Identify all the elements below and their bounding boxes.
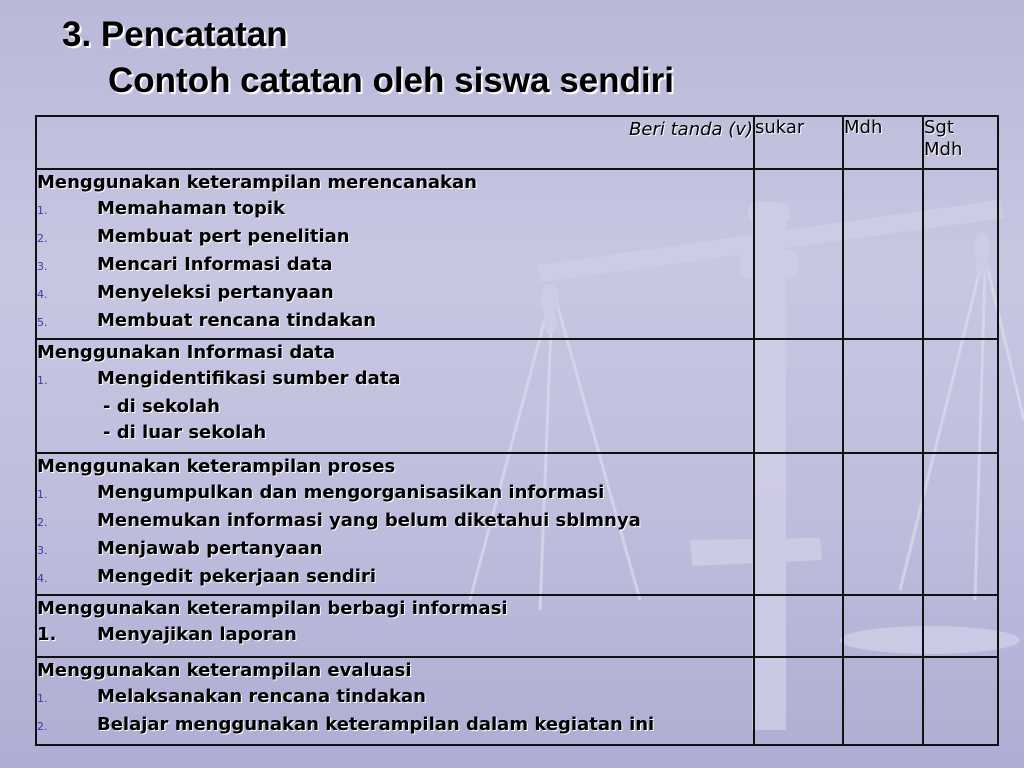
item-list <box>37 480 753 592</box>
section-title: Menggunakan keterampilan evaluasi <box>37 660 412 681</box>
column-header-sgt-mdh: Sgt Mdh <box>923 116 998 169</box>
column-header-mdh: Mdh <box>843 116 923 169</box>
check-cell-mdh[interactable] <box>843 339 923 453</box>
list-item <box>37 536 753 564</box>
section-title: Menggunakan keterampilan merencanakan <box>37 172 477 193</box>
table-row <box>36 169 998 339</box>
item-number: 3. <box>37 260 48 273</box>
check-cell-mdh[interactable] <box>843 169 923 339</box>
instruction-cell: Beri tanda (v) <box>36 116 754 169</box>
title-line-2: Contoh catatan oleh siswa sendiri <box>108 61 674 100</box>
list-item <box>37 712 753 740</box>
table-row <box>36 657 998 745</box>
item-number: 2. <box>37 720 48 733</box>
check-cell-sgt-mdh[interactable] <box>923 453 998 595</box>
record-table <box>35 115 999 746</box>
section-cell <box>36 453 754 595</box>
item-number: 2. <box>37 516 48 529</box>
section-title: Menggunakan Informasi data <box>37 342 336 363</box>
list-item <box>37 622 753 648</box>
check-cell-sukar[interactable] <box>754 169 843 339</box>
item-text: Menjawab pertanyaan <box>97 538 323 559</box>
check-cell-mdh[interactable] <box>843 595 923 657</box>
table-row <box>36 339 998 453</box>
sub-item: - di sekolah <box>103 396 220 417</box>
check-cell-sgt-mdh[interactable] <box>923 595 998 657</box>
item-text: Mencari Informasi data <box>97 254 333 275</box>
check-cell-sgt-mdh[interactable] <box>923 339 998 453</box>
check-cell-sukar[interactable] <box>754 339 843 453</box>
item-number: 1. <box>37 204 48 217</box>
table-row <box>36 453 998 595</box>
item-list <box>37 684 753 740</box>
title-line-1: 3. Pencatatan <box>62 15 288 54</box>
item-text: Menemukan informasi yang belum diketahui sblmnya <box>97 510 641 531</box>
list-item <box>37 684 753 712</box>
item-number: 4. <box>37 572 48 585</box>
section-cell <box>36 339 754 453</box>
page-title <box>62 14 674 102</box>
item-number: 3. <box>37 544 48 557</box>
section-title: Menggunakan keterampilan berbagi informasi <box>37 598 508 619</box>
list-item <box>37 508 753 536</box>
section-title: Menggunakan keterampilan proses <box>37 456 396 477</box>
list-item <box>37 196 753 224</box>
item-text: Menyeleksi pertanyaan <box>97 282 334 303</box>
list-item <box>37 308 753 336</box>
item-text: Mengidentifikasi sumber data <box>97 368 401 389</box>
item-number: 1. <box>37 374 48 387</box>
list-item <box>37 366 753 394</box>
item-text: Membuat pert penelitian <box>97 226 350 247</box>
check-cell-mdh[interactable] <box>843 453 923 595</box>
item-text: Membuat rencana tindakan <box>97 310 377 331</box>
item-number: 5. <box>37 316 48 329</box>
sub-item: - di luar sekolah <box>103 422 267 443</box>
item-list <box>37 196 753 336</box>
item-number: 4. <box>37 288 48 301</box>
list-item <box>37 280 753 308</box>
item-number: 1. <box>37 624 57 645</box>
check-cell-sukar[interactable] <box>754 595 843 657</box>
column-header-sukar: sukar <box>754 116 843 169</box>
item-text: Memahaman topik <box>97 198 285 219</box>
check-cell-sukar[interactable] <box>754 453 843 595</box>
header-row <box>36 116 998 169</box>
item-text: Mengumpulkan dan mengorganisasikan informasi <box>97 482 605 503</box>
list-item <box>37 480 753 508</box>
check-cell-sukar[interactable] <box>754 657 843 745</box>
item-text: Belajar menggunakan keterampilan dalam kegiatan ini <box>97 714 655 735</box>
item-list <box>37 366 753 394</box>
check-cell-sgt-mdh[interactable] <box>923 657 998 745</box>
section-cell <box>36 169 754 339</box>
table-row <box>36 595 998 657</box>
section-cell <box>36 657 754 745</box>
list-item <box>37 564 753 592</box>
item-list <box>37 622 753 648</box>
item-number: 1. <box>37 692 48 705</box>
item-number: 2. <box>37 232 48 245</box>
list-item <box>37 252 753 280</box>
list-item <box>37 224 753 252</box>
item-text: Mengedit pekerjaan sendiri <box>97 566 376 587</box>
item-number: 1. <box>37 488 48 501</box>
check-cell-sgt-mdh[interactable] <box>923 169 998 339</box>
section-cell <box>36 595 754 657</box>
item-text: Melaksanakan rencana tindakan <box>97 686 426 707</box>
check-cell-mdh[interactable] <box>843 657 923 745</box>
item-text: Menyajikan laporan <box>97 624 297 645</box>
